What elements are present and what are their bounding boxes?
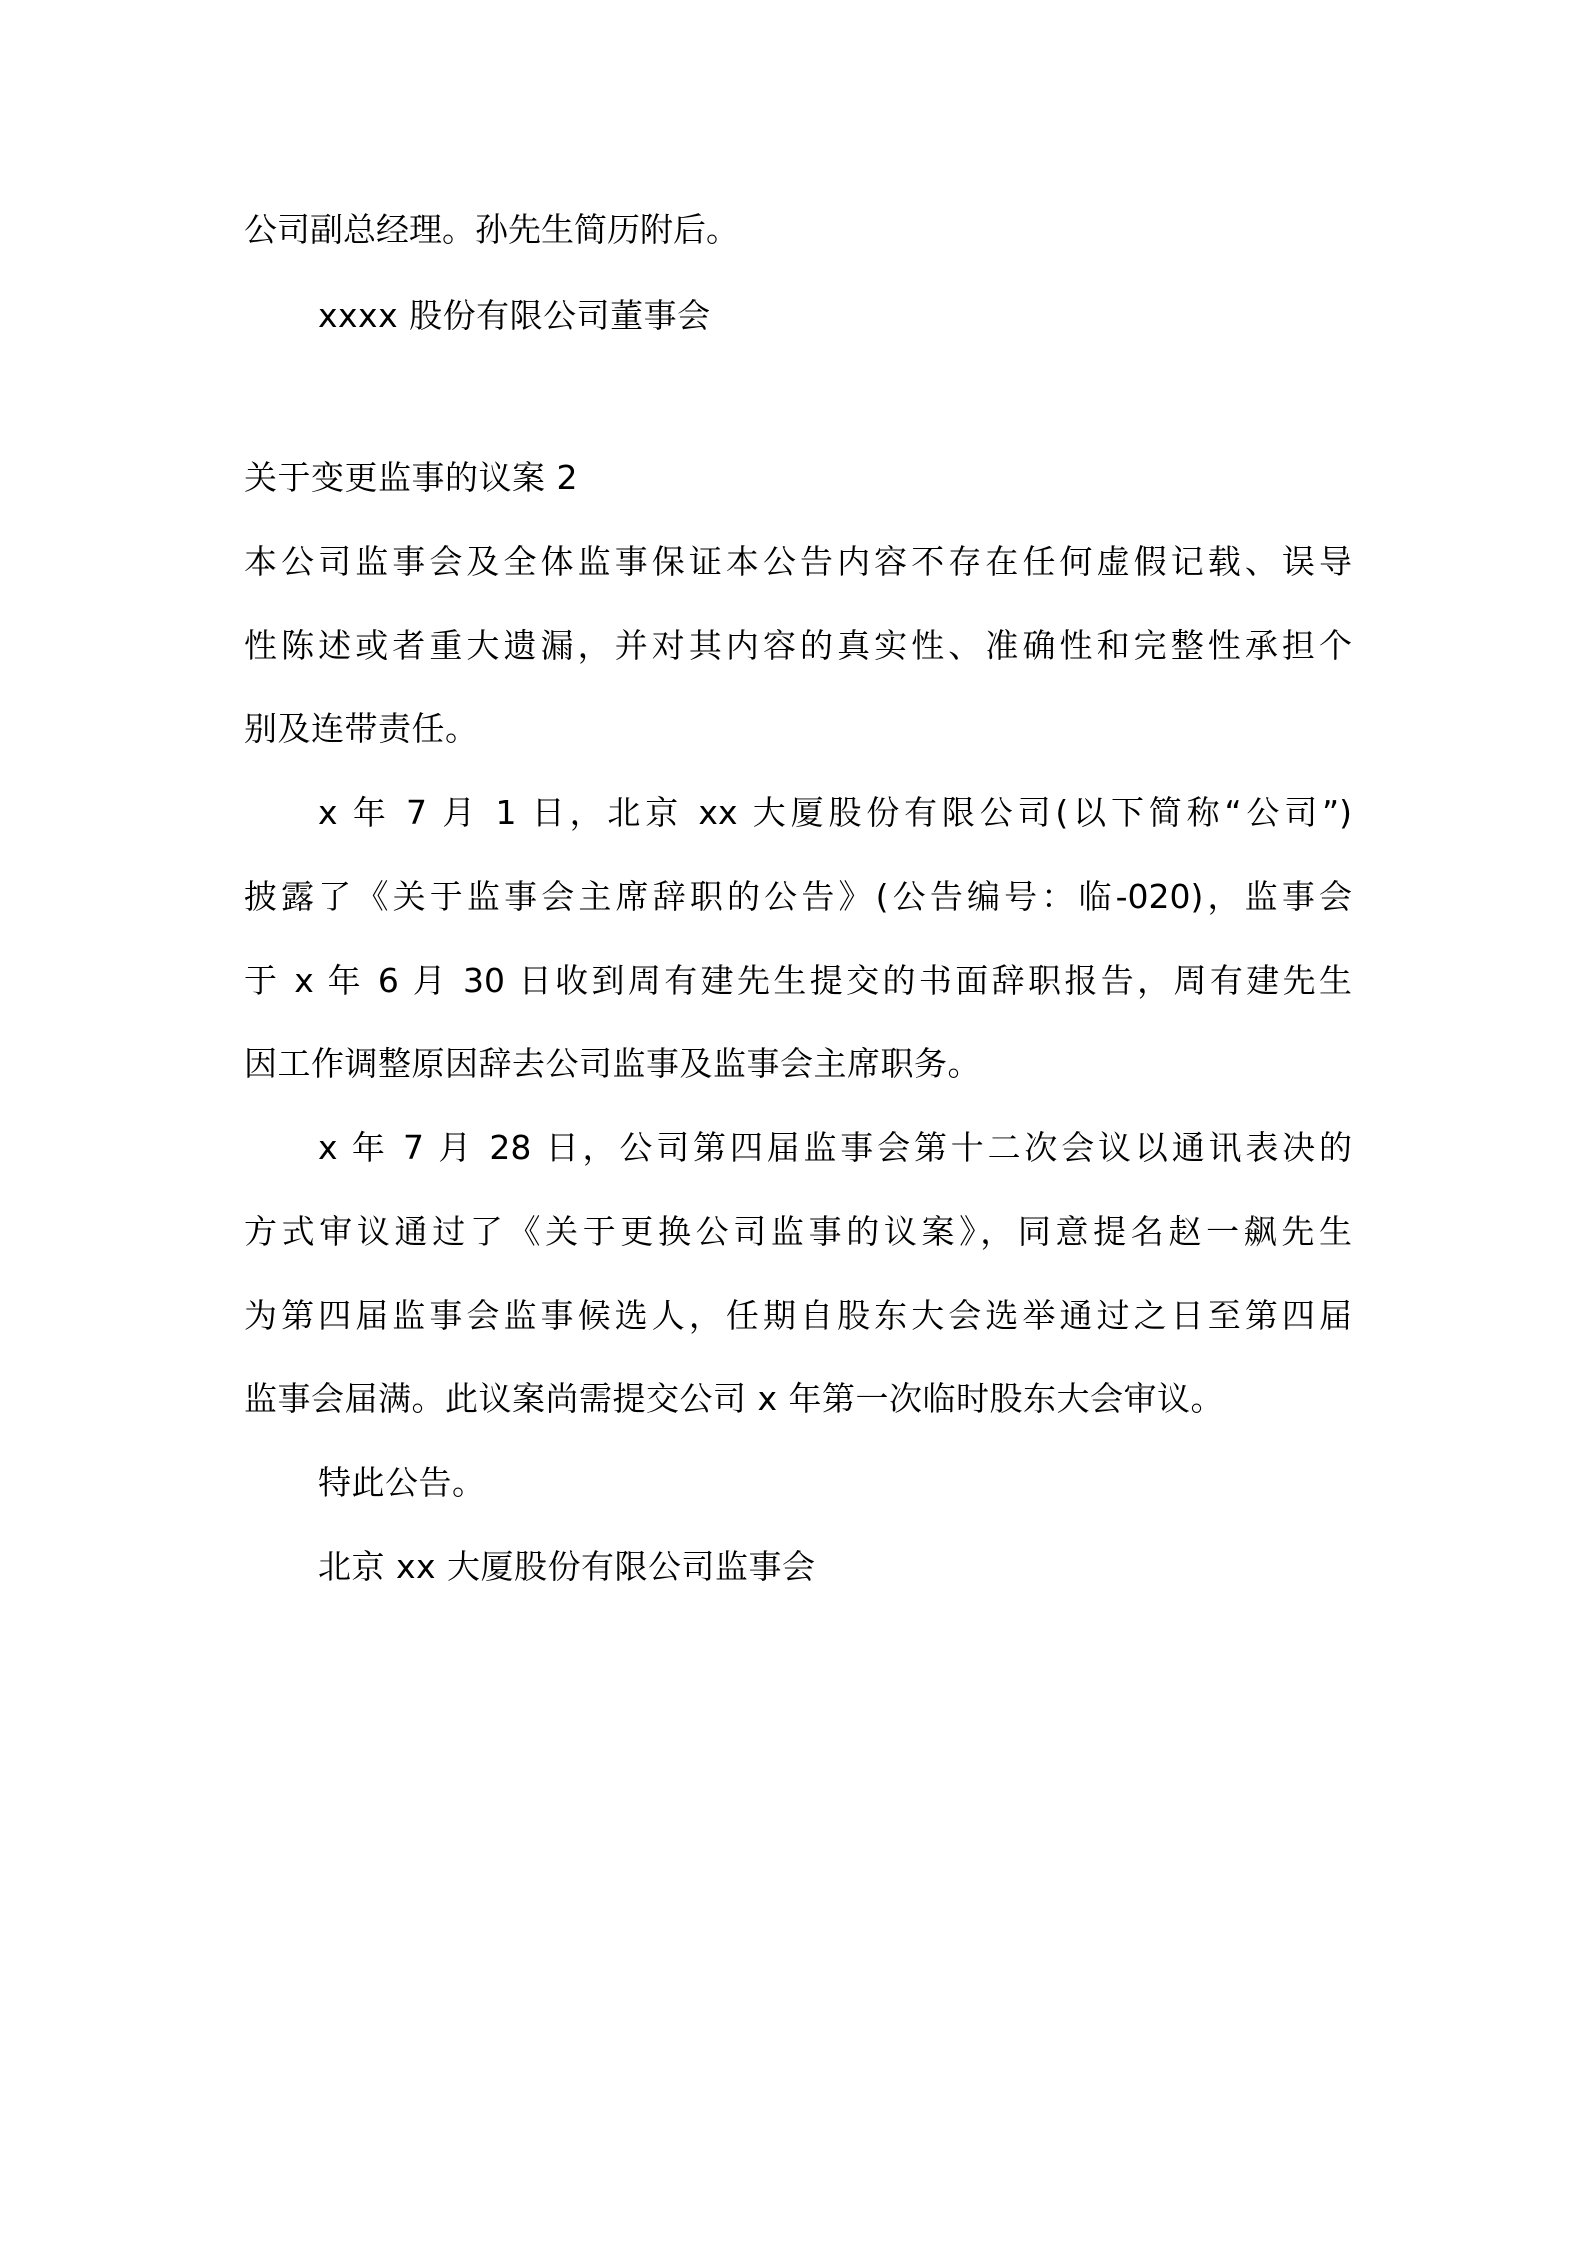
previous-section-tail: 公司副总经理。孙先生简历附后。 bbox=[244, 210, 739, 249]
paragraph-2-line-3: 于 x 年 6 月 30 日收到周有建先生提交的书面辞职报告，周有建先生 bbox=[244, 961, 1352, 1000]
paragraph-1-line-3: 别及连带责任。 bbox=[244, 709, 479, 748]
paragraph-2-line-4: 因工作调整原因辞去公司监事及监事会主席职务。 bbox=[244, 1044, 981, 1083]
paragraph-1-line-2: 性陈述或者重大遗漏，并对其内容的真实性、准确性和完整性承担个 bbox=[244, 626, 1352, 665]
paragraph-2-line-1: x 年 7 月 1 日，北京 xx 大厦股份有限公司(以下简称“公司”) bbox=[318, 793, 1352, 832]
paragraph-2-line-2: 披露了《关于监事会主席辞职的公告》(公告编号：临-020)，监事会 bbox=[244, 877, 1352, 916]
closing-text: 特此公告。 bbox=[318, 1463, 486, 1502]
paragraph-1-line-1: 本公司监事会及全体监事保证本公告内容不存在任何虚假记载、误导 bbox=[244, 542, 1352, 581]
paragraph-3-line-2: 方式审议通过了《关于更换公司监事的议案》，同意提名赵一飙先生 bbox=[244, 1212, 1352, 1251]
document-title: 关于变更监事的议案 2 bbox=[244, 458, 578, 497]
paragraph-3-line-4: 监事会届满。此议案尚需提交公司 x 年第一次临时股东大会审议。 bbox=[244, 1379, 1225, 1418]
paragraph-3-line-3: 为第四届监事会监事候选人，任期自股东大会选举通过之日至第四届 bbox=[244, 1296, 1352, 1335]
signature: 北京 xx 大厦股份有限公司监事会 bbox=[318, 1547, 816, 1586]
paragraph-3-line-1: x 年 7 月 28 日，公司第四届监事会第十二次会议以通讯表决的 bbox=[318, 1128, 1352, 1167]
previous-signature: xxxx 股份有限公司董事会 bbox=[318, 296, 711, 335]
